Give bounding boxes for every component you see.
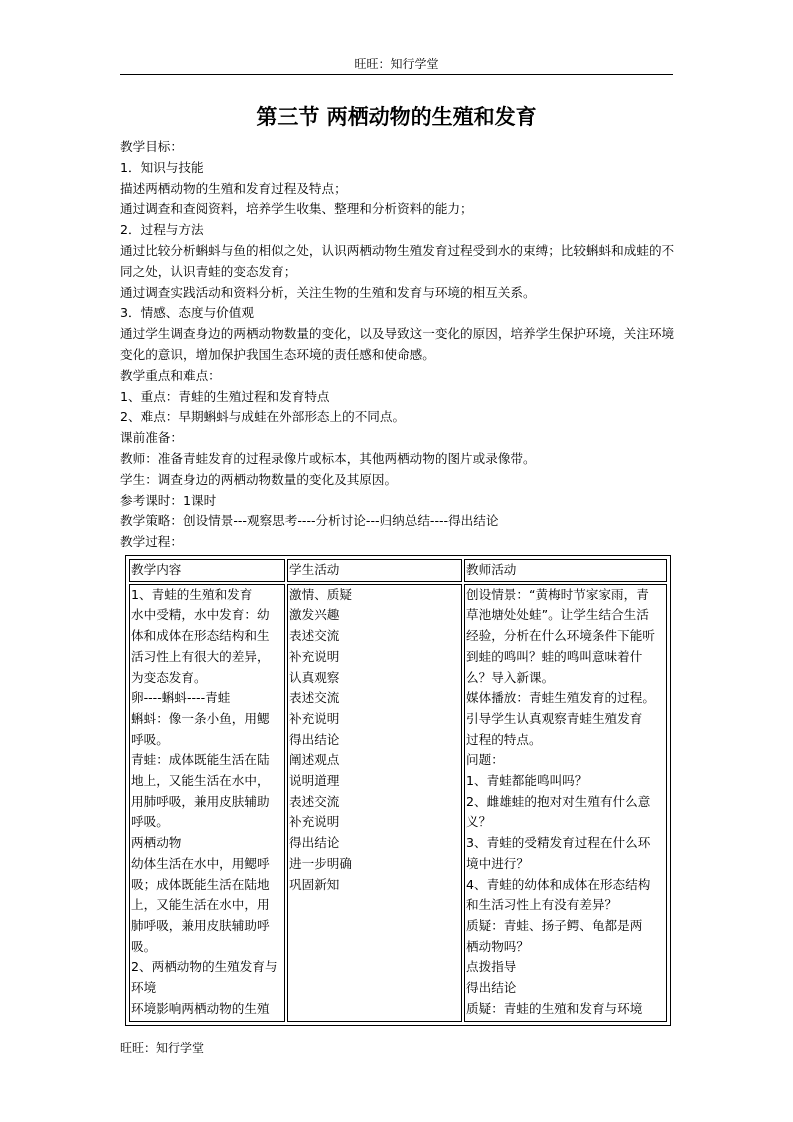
cell-line: 进一步明确 [289, 855, 352, 871]
cell-line: 巩固新知 [289, 876, 340, 892]
column-header-content: 教学内容 [129, 559, 285, 582]
cell-line: 得出结论 [466, 980, 517, 996]
section-heading-process: 教学过程： [120, 534, 183, 550]
cell-line: 激情、质疑 [289, 586, 352, 602]
cell-line: 认真观察 [289, 669, 340, 685]
cell-line: 体和成体在形态结构和生 [131, 628, 270, 644]
section-heading-objectives: 教学目标： [120, 139, 183, 154]
cell-line: 活习性上有很大的差异， [131, 648, 270, 664]
cell-line: 1、青蛙的生殖和发育 [131, 586, 253, 602]
cell-line: 吸；成体既能生活在陆地 [131, 876, 270, 892]
cell-line: 栖动物吗？ [466, 938, 529, 954]
paragraph: 通过比较分析蝌蚪与鱼的相似之处，认识两栖动物生殖发育过程受到水的束缚；比较蝌蚪和成蛙的不同之处，认识青蛙的变态发育； [120, 242, 675, 279]
cell-line: 质疑：青蛙、扬子鳄、龟都是两 [466, 917, 643, 933]
cell-line: 和生活习性上有没有差异？ [466, 897, 618, 913]
paragraph: 参考课时：1课时 [120, 492, 217, 508]
cell-line: 到蛙的鸣叫？蛙的鸣叫意味着什 [466, 648, 643, 664]
paragraph: 教师：准备青蛙发育的过程录像片或标本，其他两栖动物的图片或录像带。 [120, 450, 536, 466]
cell-line: 蝌蚪：像一条小鱼，用鳃 [131, 710, 270, 726]
cell-line: 么？导入新课。 [466, 669, 555, 685]
subheading-process-method: 2．过程与方法 [120, 222, 204, 238]
cell-line: 表述交流 [289, 690, 340, 706]
cell-line: 地上，又能生活在水中， [131, 773, 270, 789]
cell-line: 表述交流 [289, 793, 340, 809]
cell-line: 经验，分析在什么环境条件下能听 [466, 628, 655, 644]
cell-line: 激发兴趣 [289, 607, 340, 623]
page-title: 第三节 两栖动物的生殖和发育 [256, 104, 537, 129]
cell-line: 补充说明 [289, 814, 340, 830]
cell-line: 3、青蛙的受精发育过程在什么环 [466, 835, 651, 851]
cell-line: 水中受精，水中发育：幼 [131, 607, 270, 623]
cell-line: 2、两栖动物的生殖发育与 [131, 959, 278, 975]
table-row [129, 584, 667, 1022]
cell-line: 为变态发育。 [131, 669, 207, 685]
cell-line: 媒体播放：青蛙生殖发育的过程。 [466, 690, 655, 706]
cell-line: 得出结论 [289, 835, 340, 851]
cell-line: 呼吸。 [131, 731, 169, 747]
page-header: 旺旺：知行学堂 [120, 56, 673, 75]
table-header-row [129, 559, 667, 582]
cell-line: 表述交流 [289, 628, 340, 644]
paragraph: 1、重点：青蛙的生殖过程和发育特点 [120, 388, 330, 404]
paragraph: 通过调查和查阅资料，培养学生收集、整理和分析资料的能力； [120, 201, 473, 217]
cell-line: 用肺呼吸，兼用皮肤辅助 [131, 793, 270, 809]
cell-line: 呼吸。 [131, 814, 169, 830]
subheading-knowledge-skills: 1．知识与技能 [120, 159, 204, 175]
cell-line: 两栖动物 [131, 835, 182, 851]
cell-line: 环境影响两栖动物的生殖 [131, 1000, 270, 1016]
section-heading-key-points: 教学重点和难点： [120, 367, 221, 383]
paragraph: 通过调查实践活动和资料分析，关注生物的生殖和发育与环境的相互关系。 [120, 284, 536, 300]
cell-line: 幼体生活在水中，用鳃呼 [131, 855, 270, 871]
column-header-student: 学生活动 [287, 559, 462, 582]
cell-line: 问题： [466, 752, 504, 768]
cell-line: 1、青蛙都能鸣叫吗？ [466, 773, 588, 789]
cell-line: 肺呼吸，兼用皮肤辅助呼 [131, 917, 270, 933]
subheading-emotion-values: 3．情感、态度与价值观 [120, 305, 254, 321]
cell-line: 补充说明 [289, 648, 340, 664]
teaching-process-table [125, 555, 671, 1026]
cell-line: 草池塘处处蛙”。让学生结合生活 [466, 607, 649, 623]
cell-line: 上，又能生活在水中，用 [131, 897, 270, 913]
content-cell [129, 584, 285, 1022]
cell-line: 引导学生认真观察青蛙生殖发育 [466, 710, 643, 726]
cell-line: 补充说明 [289, 710, 340, 726]
cell-line: 质疑：青蛙的生殖和发育与环境 [466, 1000, 643, 1016]
cell-line: 境中进行？ [466, 855, 529, 871]
student-activity-cell [287, 584, 462, 1022]
cell-line: 得出结论 [289, 731, 340, 747]
section-heading-preparation: 课前准备： [120, 430, 183, 446]
paragraph: 学生：调查身边的两栖动物数量的变化及其原因。 [120, 471, 398, 487]
cell-line: 义？ [466, 814, 492, 830]
teacher-activity-cell [464, 584, 667, 1022]
paragraph: 通过学生调查身边的两栖动物数量的变化，以及导致这一变化的原因，培养学生保护环境，关注环境变化的意识，增加保护我国生态环境的责任感和使命感。 [120, 326, 675, 362]
lesson-plan-text [120, 137, 676, 553]
cell-line: 点拨指导 [466, 959, 517, 975]
cell-line: 4、青蛙的幼体和成体在形态结构 [466, 876, 651, 892]
cell-line: 2、雌雄蛙的抱对对生殖有什么意 [466, 793, 651, 809]
cell-line: 说明道理 [289, 773, 340, 789]
column-header-teacher: 教师活动 [464, 559, 667, 582]
cell-line: 青蛙：成体既能生活在陆 [131, 752, 270, 768]
cell-line: 阐述观点 [289, 752, 340, 768]
paragraph: 描述两栖动物的生殖和发育过程及特点； [120, 180, 347, 196]
cell-line: 环境 [131, 980, 157, 996]
page-footer: 旺旺：知行学堂 [120, 1041, 205, 1055]
paragraph: 教学策略：创设情景---观察思考----分析讨论---归纳总结----得出结论 [120, 513, 499, 529]
cell-line: 过程的特点。 [466, 731, 542, 747]
paragraph: 2、难点：早期蝌蚪与成蛙在外部形态上的不同点。 [120, 409, 406, 425]
cell-line: 吸。 [131, 938, 157, 954]
cell-line: 创设情景：“黄梅时节家家雨，青 [466, 586, 649, 602]
cell-line: 卵----蝌蚪----青蛙 [131, 690, 231, 706]
